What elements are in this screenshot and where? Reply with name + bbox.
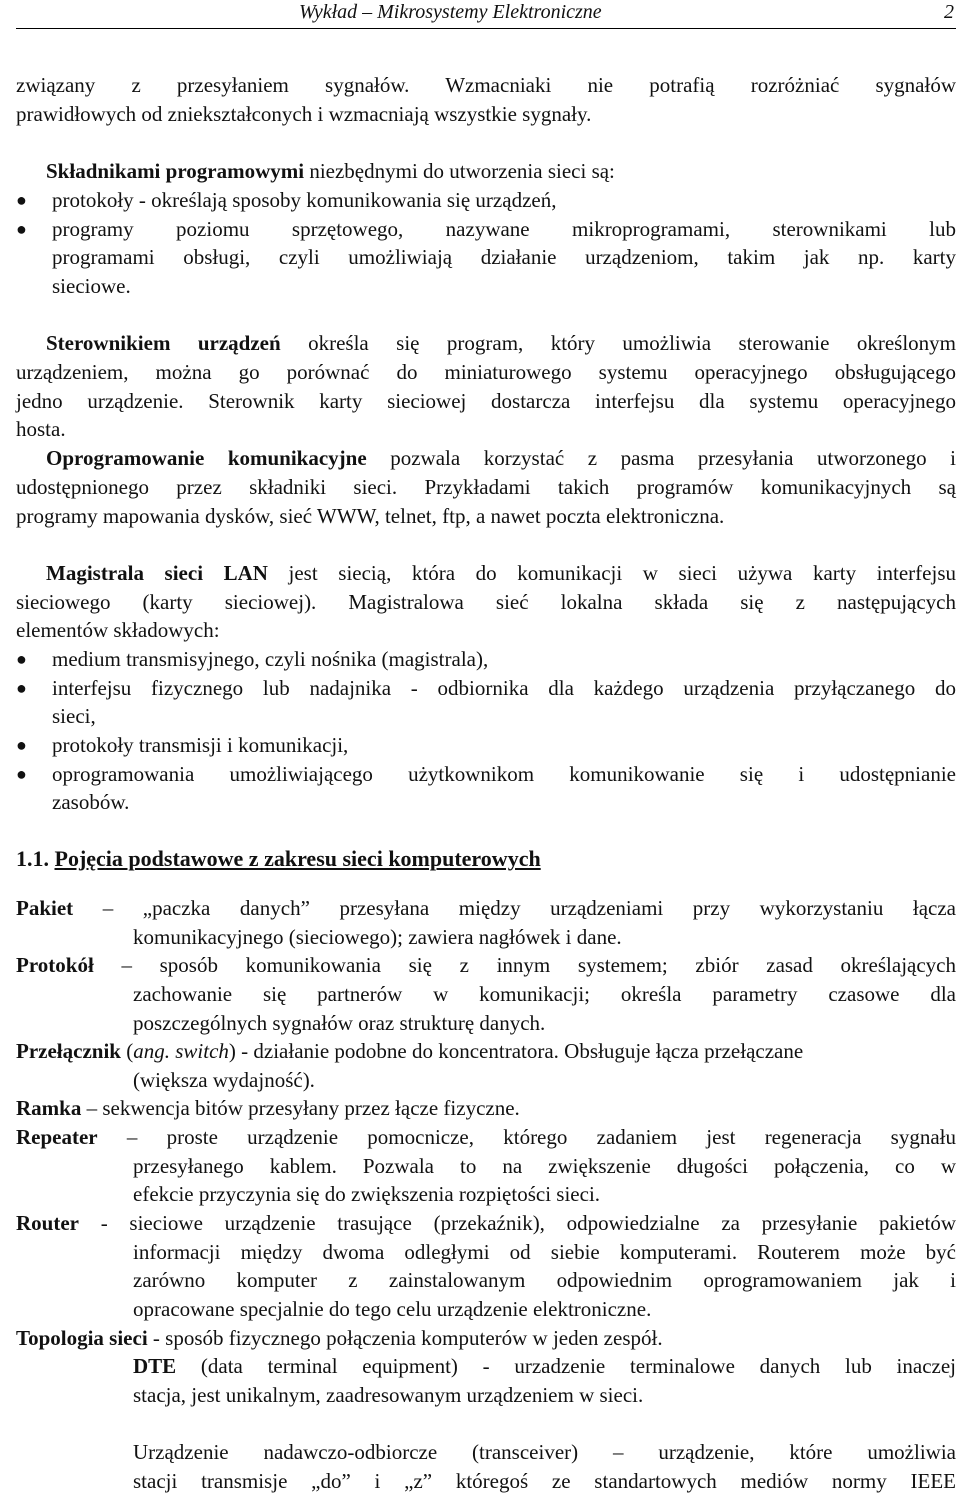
- bullet-icon: ●: [16, 735, 27, 755]
- driver-line-2: urządzeniem, można go porównać do miniaturowego systemu operacyjnego obsługującego: [16, 360, 956, 384]
- commsw-line-1: Oprogramowanie komunikacyjne pozwala korzystać z pasma przesyłania utworzonego i: [46, 446, 956, 470]
- glossary-router-cont-3: opracowane specjalnie do tego celu urządzenie elektroniczne.: [133, 1297, 652, 1321]
- term-software-components: Składnikami programowymi: [46, 159, 305, 183]
- lan-line-3: elementów składowych:: [16, 618, 220, 642]
- lan-bullet-4: oprogramowania umożliwiającego użytkownikom komunikowanie się i udostępnianie: [52, 762, 956, 786]
- glossary-przelacznik-cont: (większa wydajność).: [133, 1068, 315, 1092]
- glossary-przelacznik: Przełącznik (ang. switch) - działanie podobne do koncentratora. Obsługuje łącza przełączane: [16, 1039, 804, 1063]
- term-lan-bus: Magistrala sieci LAN: [46, 561, 268, 585]
- lan-line-2: sieciowego (karty sieciowej). Magistralowa sieć lokalna składa się z następujących: [16, 590, 956, 614]
- term-pakiet: Pakiet: [16, 896, 74, 920]
- bullet-icon: ●: [16, 649, 27, 669]
- lan-line-1: Magistrala sieci LAN jest siecią, która do komunikacji w sieci używa karty interfejsu: [46, 561, 956, 585]
- term-comm-software: Oprogramowanie komunikacyjne: [46, 446, 367, 470]
- glossary-router: Router - sieciowe urządzenie trasujące (przekaźnik), odpowiedzialne za przesyłanie pakietów: [16, 1211, 956, 1235]
- software-bullet-1: protokoły - określają sposoby komunikowania się urządzeń,: [52, 188, 557, 212]
- term-przelacznik: Przełącznik: [16, 1039, 121, 1063]
- bullet-icon: ●: [16, 764, 27, 784]
- lan-bullet-3: protokoły transmisji i komunikacji,: [52, 733, 349, 757]
- term-protokol: Protokół: [16, 953, 94, 977]
- lan-bullet-2-cont: sieci,: [52, 704, 96, 728]
- bullet-icon: ●: [16, 190, 27, 210]
- term-topologia: Topologia sieci: [16, 1326, 148, 1350]
- bullet-icon: ●: [16, 219, 27, 239]
- document-page: [16, 0, 956, 1494]
- glossary-router-cont-1: informacji między dwoma odległymi od siebie komputerami. Routerem może być: [133, 1240, 956, 1264]
- glossary-router-cont-2: zarówno komputer z zainstalowanym odpowiednim oprogramowaniem jak i: [133, 1268, 956, 1292]
- glossary-repeater-cont-1: przesyłanego kablem. Pozwala to na zwiększenie długości połączenia, co w: [133, 1154, 956, 1178]
- transceiver-line-1: Urządzenie nadawczo-odbiorcze (transceiver) – urządzenie, które umożliwia: [133, 1440, 956, 1464]
- glossary-pakiet: Pakiet – „paczka danych” przesyłana między urządzeniami przy wykorzystaniu łącza: [16, 896, 956, 920]
- term-router: Router: [16, 1211, 79, 1235]
- software-bullet-2-end: sieciowe.: [52, 274, 131, 298]
- commsw-line-3: programy mapowania dysków, sieć WWW, telnet, ftp, a nawet poczta elektroniczna.: [16, 504, 725, 528]
- intro-line-1: związany z przesyłaniem sygnałów. Wzmacniaki nie potrafią rozróżniać sygnałów: [16, 73, 956, 97]
- term-repeater: Repeater: [16, 1125, 98, 1149]
- bullet-icon: ●: [16, 678, 27, 698]
- glossary-topologia: Topologia sieci - sposób fizycznego połączenia komputerów w jeden zespół.: [16, 1326, 663, 1350]
- driver-line-3: jedno urządzenie. Sterownik karty sieciowej dostarcza interfejsu dla systemu operacyjnego: [16, 389, 956, 413]
- driver-line-4: hosta.: [16, 417, 66, 441]
- software-bullet-2: programy poziomu sprzętowego, nazywane mikroprogramami, sterownikami lub: [52, 217, 956, 241]
- lan-bullet-1: medium transmisyjnego, czyli nośnika (magistrala),: [52, 647, 489, 671]
- page-number: 2: [944, 1, 954, 23]
- glossary-protokol-cont-1: zachowanie się partnerów w komunikacji; określa parametry czasowe dla: [133, 982, 956, 1006]
- glossary-protokol-cont-2: poszczególnych sygnałów oraz strukturę danych.: [133, 1011, 546, 1035]
- transceiver-line-2: stacji transmisje „do” i „z” któregoś ze standartowych mediów normy IEEE: [133, 1469, 956, 1493]
- term-ramka: Ramka: [16, 1096, 82, 1120]
- section-title: Pojęcia podstawowe z zakresu sieci komputerowych: [54, 846, 541, 871]
- glossary-repeater: Repeater – proste urządzenie pomocnicze, którego zadaniem jest regeneracja sygnału: [16, 1125, 956, 1149]
- glossary-dte: DTE (data terminal equipment) - urzadzenie terminalowe danych lub inaczej: [133, 1354, 956, 1378]
- term-dte: DTE: [133, 1354, 177, 1378]
- intro-line-2: prawidłowych od zniekształconych i wzmacniają wszystkie sygnały.: [16, 102, 592, 126]
- glossary-ramka: Ramka – sekwencja bitów przesyłany przez łącze fizyczne.: [16, 1096, 520, 1120]
- term-driver: Sterownikiem urządzeń: [46, 331, 281, 355]
- glossary-pakiet-cont: komunikacyjnego (sieciowego); zawiera nagłówek i dane.: [133, 925, 622, 949]
- page-header: [16, 0, 956, 29]
- driver-line-1: Sterownikiem urządzeń określa się program, który umożliwia sterowanie określonym: [46, 331, 957, 355]
- glossary-repeater-cont-2: efekcie przyczynia się do zwiększenia rozpiętości sieci.: [133, 1182, 601, 1206]
- glossary-dte-cont: stacja, jest unikalnym, zaadresowanym urządzeniem w sieci.: [133, 1383, 644, 1407]
- software-intro: Składnikami programowymi niezbędnymi do utworzenia sieci są:: [46, 159, 615, 183]
- lan-bullet-4-cont: zasobów.: [52, 790, 130, 814]
- section-heading: [16, 845, 956, 873]
- commsw-line-2: udostępnionego przez składniki sieci. Przykładami takich programów komunikacyjnych są: [16, 475, 956, 499]
- header-title: Wykład – Mikrosystemy Elektroniczne: [299, 1, 602, 23]
- section-number: 1.1.: [16, 846, 55, 871]
- glossary-protokol: Protokół – sposób komunikowania się z innym systemem; zbiór zasad określających: [16, 953, 956, 977]
- lan-bullet-2: interfejsu fizycznego lub nadajnika - odbiornika dla każdego urządzenia przyłączanego do: [52, 676, 956, 700]
- software-bullet-2-cont: programami obsługi, czyli umożliwiają działanie urządzeniom, takim jak np. karty: [52, 245, 956, 269]
